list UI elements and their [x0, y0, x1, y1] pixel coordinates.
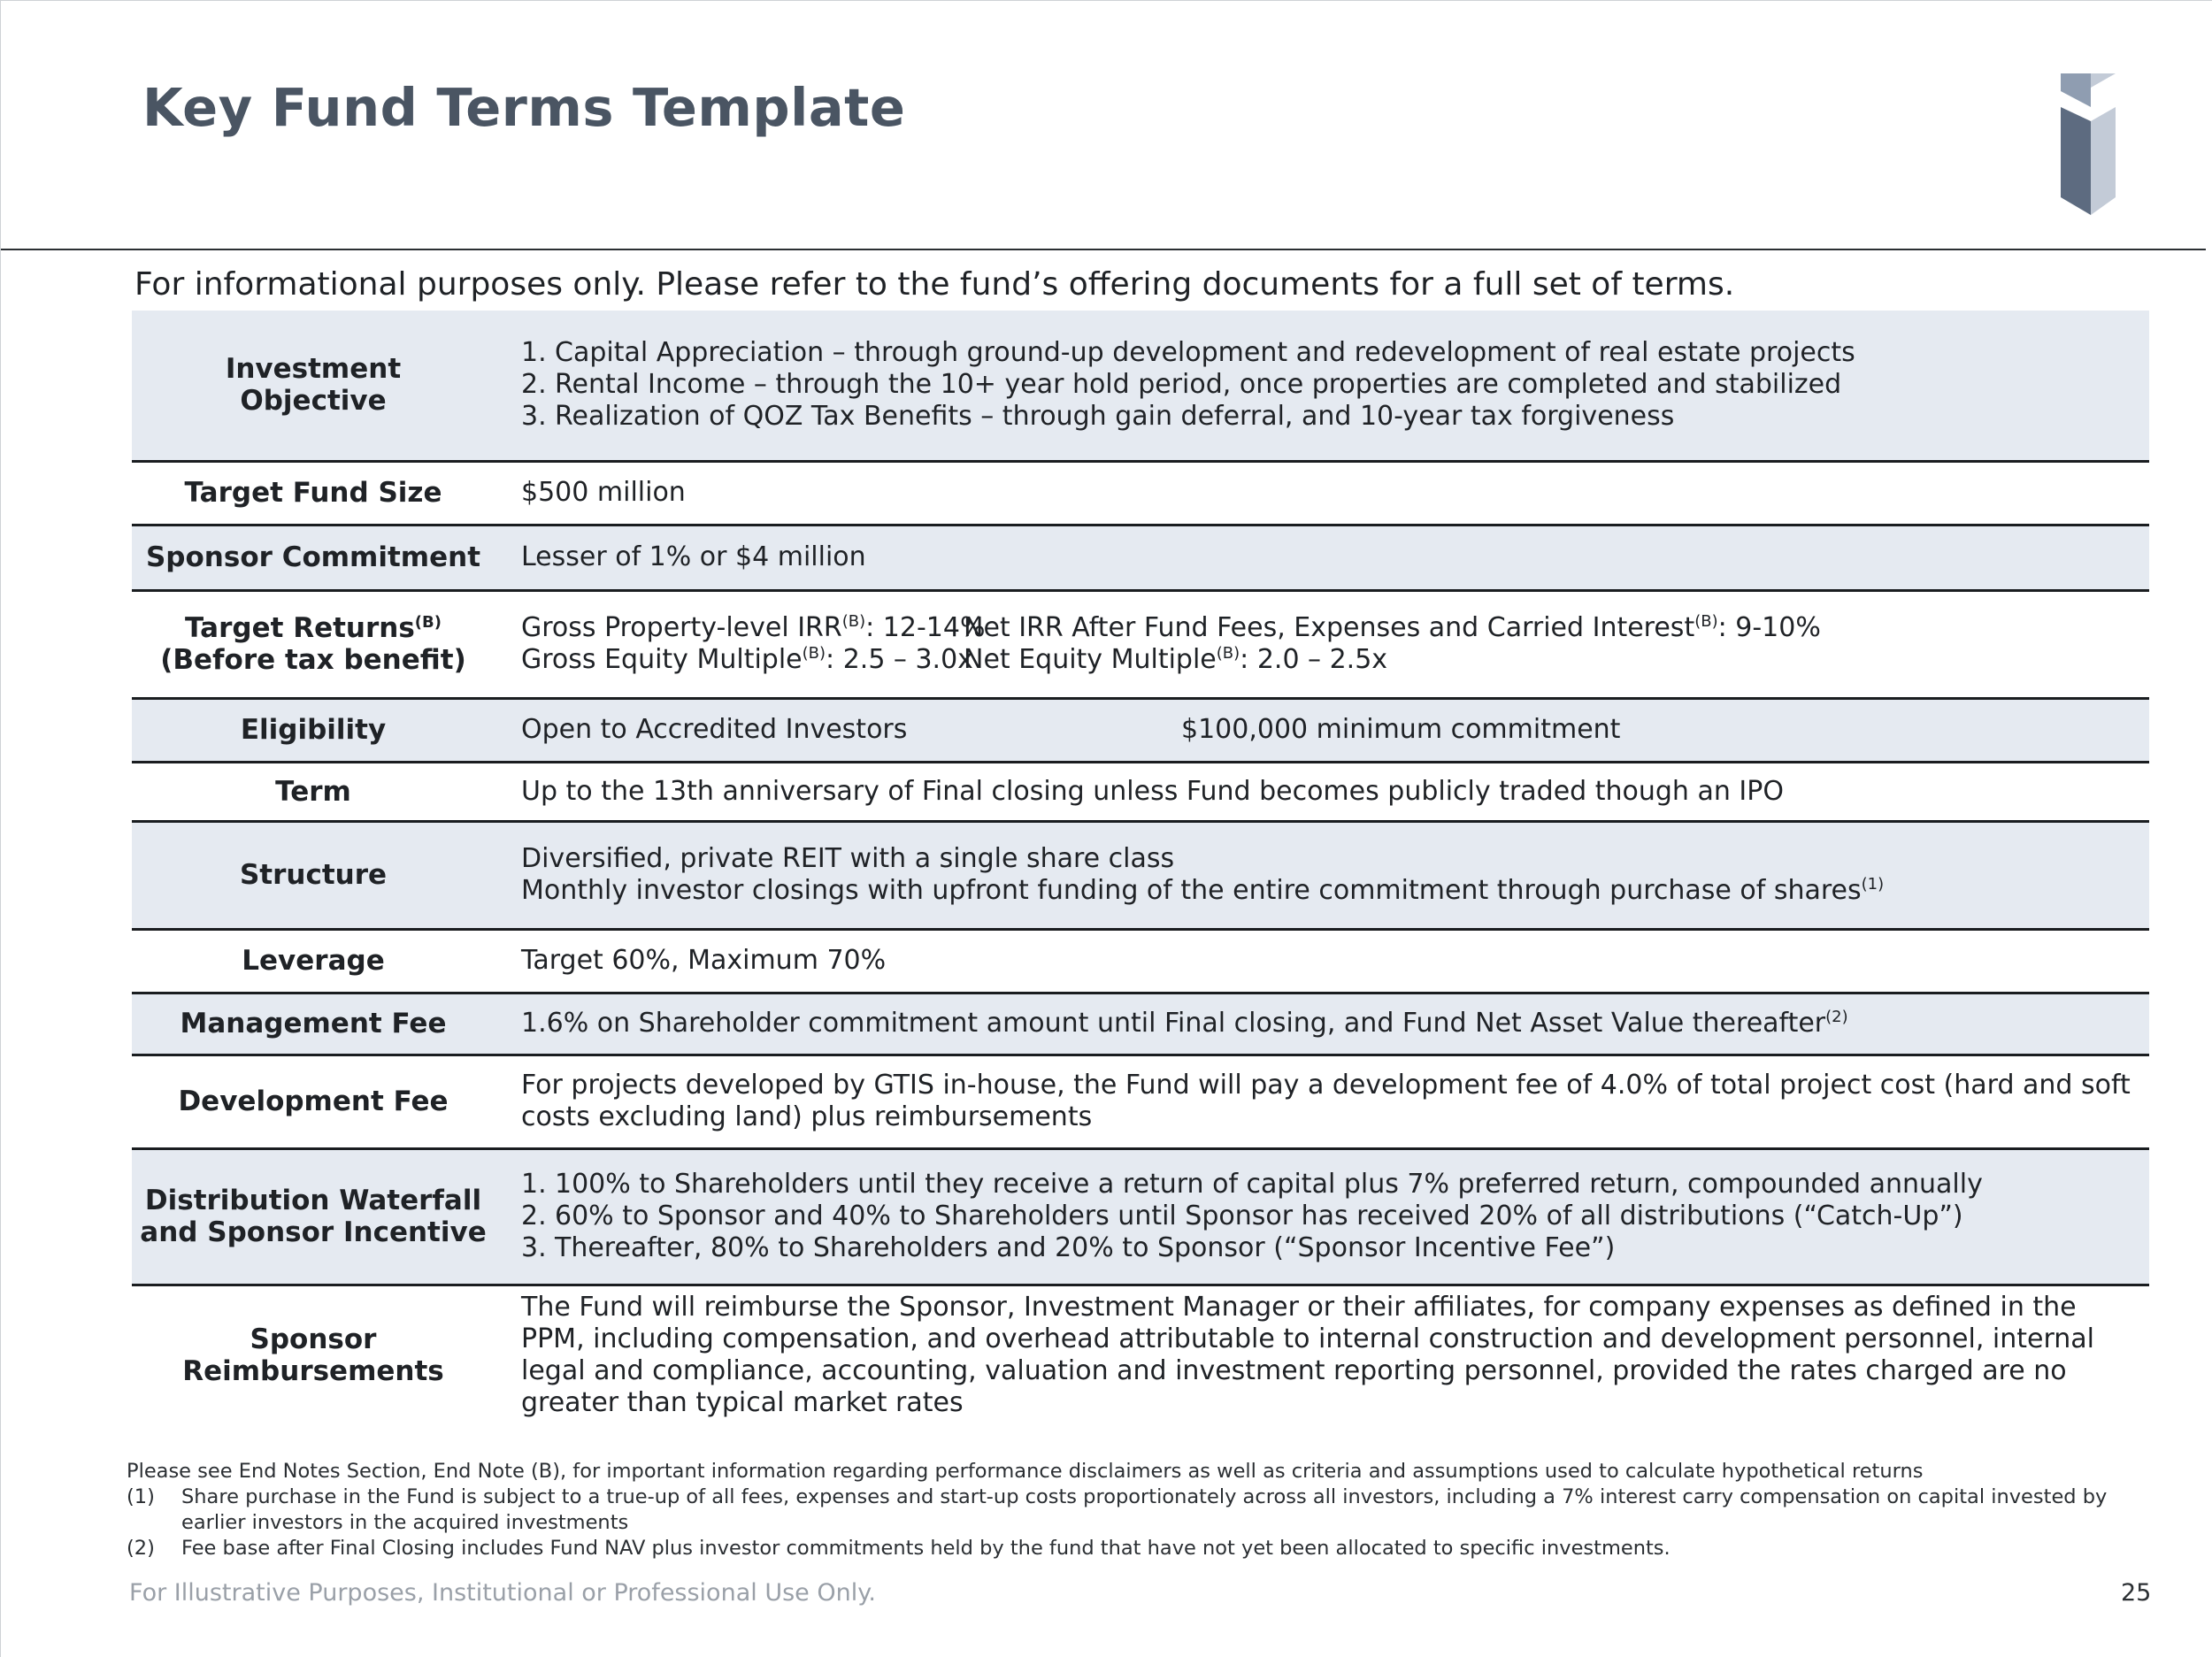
page-title: Key Fund Terms Template — [142, 77, 906, 138]
term-label: Management Fee — [132, 993, 495, 1055]
table-row — [132, 821, 2149, 929]
list-item: 3. Realization of QOZ Tax Benefits – through gain deferral, and 10-year tax forgiveness — [521, 401, 1675, 433]
term-label: Target Returns$^{(B)}$ (Before tax benefit) — [132, 590, 495, 698]
term-label: Sponsor Commitment — [132, 525, 495, 590]
footnote-intro: Please see End Notes Section, End Note (B), for important information regarding performance disclaimers as well as criteria and assumptions used to calculate hypothetical returns — [127, 1460, 1924, 1483]
footnote: (1) Share purchase in the Fund is subject to a true-up of all fees, expenses and start-up costs proportionately across all investors, including a 7% interest carry compensation on capital invested by earlier investors in the acquired investments — [127, 1485, 2108, 1534]
term-value: $500 million — [495, 461, 2149, 525]
term-label: Investment Objective — [132, 311, 495, 461]
term-label: Sponsor Reimbursements — [182, 1323, 444, 1387]
term-value: Open to Accredited Investors $100,000 minimum commitment — [495, 698, 2149, 762]
term-label: Development Fee — [132, 1055, 495, 1148]
footer-text: For Illustrative Purposes, Institutional or Professional Use Only. — [129, 1579, 876, 1607]
table-row — [132, 461, 2149, 525]
term-value — [495, 311, 2149, 461]
table-row — [132, 1285, 2149, 1424]
term-value: For projects developed by GTIS in-house, the Fund will pay a development fee of 4.0% of total project cost (hard and soft costs excluding land) plus reimbursements — [495, 1055, 2149, 1148]
list-item: 1. 100% to Shareholders until they receive a return of capital plus 7% preferred return, compounded annually — [521, 1169, 1983, 1200]
footnotes — [127, 1459, 2153, 1561]
term-label: Term — [132, 762, 495, 821]
list-item: 3. Thereafter, 80% to Shareholders and 20% to Sponsor (“Sponsor Incentive Fee”) — [521, 1232, 1616, 1263]
term-value: The Fund will reimburse the Sponsor, Investment Manager or their affiliates, for company expenses as defined in the PPM, including compensation, and overhead attributable to internal construction and development personnel, internal legal and compliance, accounting, valuation and investment reporting personnel, provided the rates charged are no greater than typical market rates — [521, 1291, 2094, 1418]
table-row — [132, 311, 2149, 461]
table-row — [132, 1055, 2149, 1148]
term-value: Diversified, private REIT with a single share class Monthly investor closings with upfront funding of the entire commitment through purchase of shares$^{(1)}$ — [495, 821, 2149, 929]
term-value — [495, 1148, 2149, 1285]
header-divider — [1, 249, 2206, 250]
term-value: Lesser of 1% or $4 million — [495, 525, 2149, 590]
term-value: 1.6% on Shareholder commitment amount until Final closing, and Fund Net Asset Value thereafter$^{(2)}$ — [495, 993, 2149, 1055]
list-item: 2. Rental Income – through the 10+ year hold period, once properties are completed and stabilized — [521, 369, 1842, 401]
table-row — [132, 993, 2149, 1055]
table-row — [132, 1148, 2149, 1285]
table-row — [132, 590, 2149, 698]
table-row — [132, 525, 2149, 590]
term-label: Eligibility — [132, 698, 495, 762]
term-label: Distribution Waterfall and Sponsor Incentive — [132, 1148, 495, 1285]
disclaimer-text: For informational purposes only. Please refer to the fund’s offering documents for a full set of terms. — [134, 266, 1735, 303]
table-row — [132, 762, 2149, 821]
gtis-logo-icon — [2061, 72, 2116, 215]
table-row — [132, 929, 2149, 993]
term-value: Target 60%, Maximum 70% — [495, 929, 2149, 993]
table-row — [132, 698, 2149, 762]
footnote: (2) Fee base after Final Closing includes Fund NAV plus investor commitments held by the fund that have not yet been allocated to specific investments. — [127, 1537, 1671, 1560]
term-value: Up to the 13th anniversary of Final closing unless Fund becomes publicly traded though an IPO — [495, 762, 2149, 821]
page-number: 25 — [2121, 1579, 2152, 1607]
term-label: Target Fund Size — [132, 461, 495, 525]
term-value: Gross Property-level $IRR^{(B)}$: 12-14%Net IRR After Fund Fees, Expenses and Carried Interest$^{(B)}$: 9-10% Gross Equity Multiple$^{(B)}$: 2.5 – 3.0xNet Equity Multiple$^{(B)}$: 2.0 – 2.5x — [495, 590, 2149, 698]
list-item: 2. 60% to Sponsor and 40% to Shareholders until Sponsor has received 20% of all distributions (“Catch-Up”) — [521, 1201, 1963, 1231]
list-item: 1. Capital Appreciation – through ground-up development and redevelopment of real estate projects — [521, 337, 1855, 369]
term-label: Structure — [132, 821, 495, 929]
term-label: Leverage — [132, 929, 495, 993]
key-terms-table — [132, 311, 2149, 1424]
